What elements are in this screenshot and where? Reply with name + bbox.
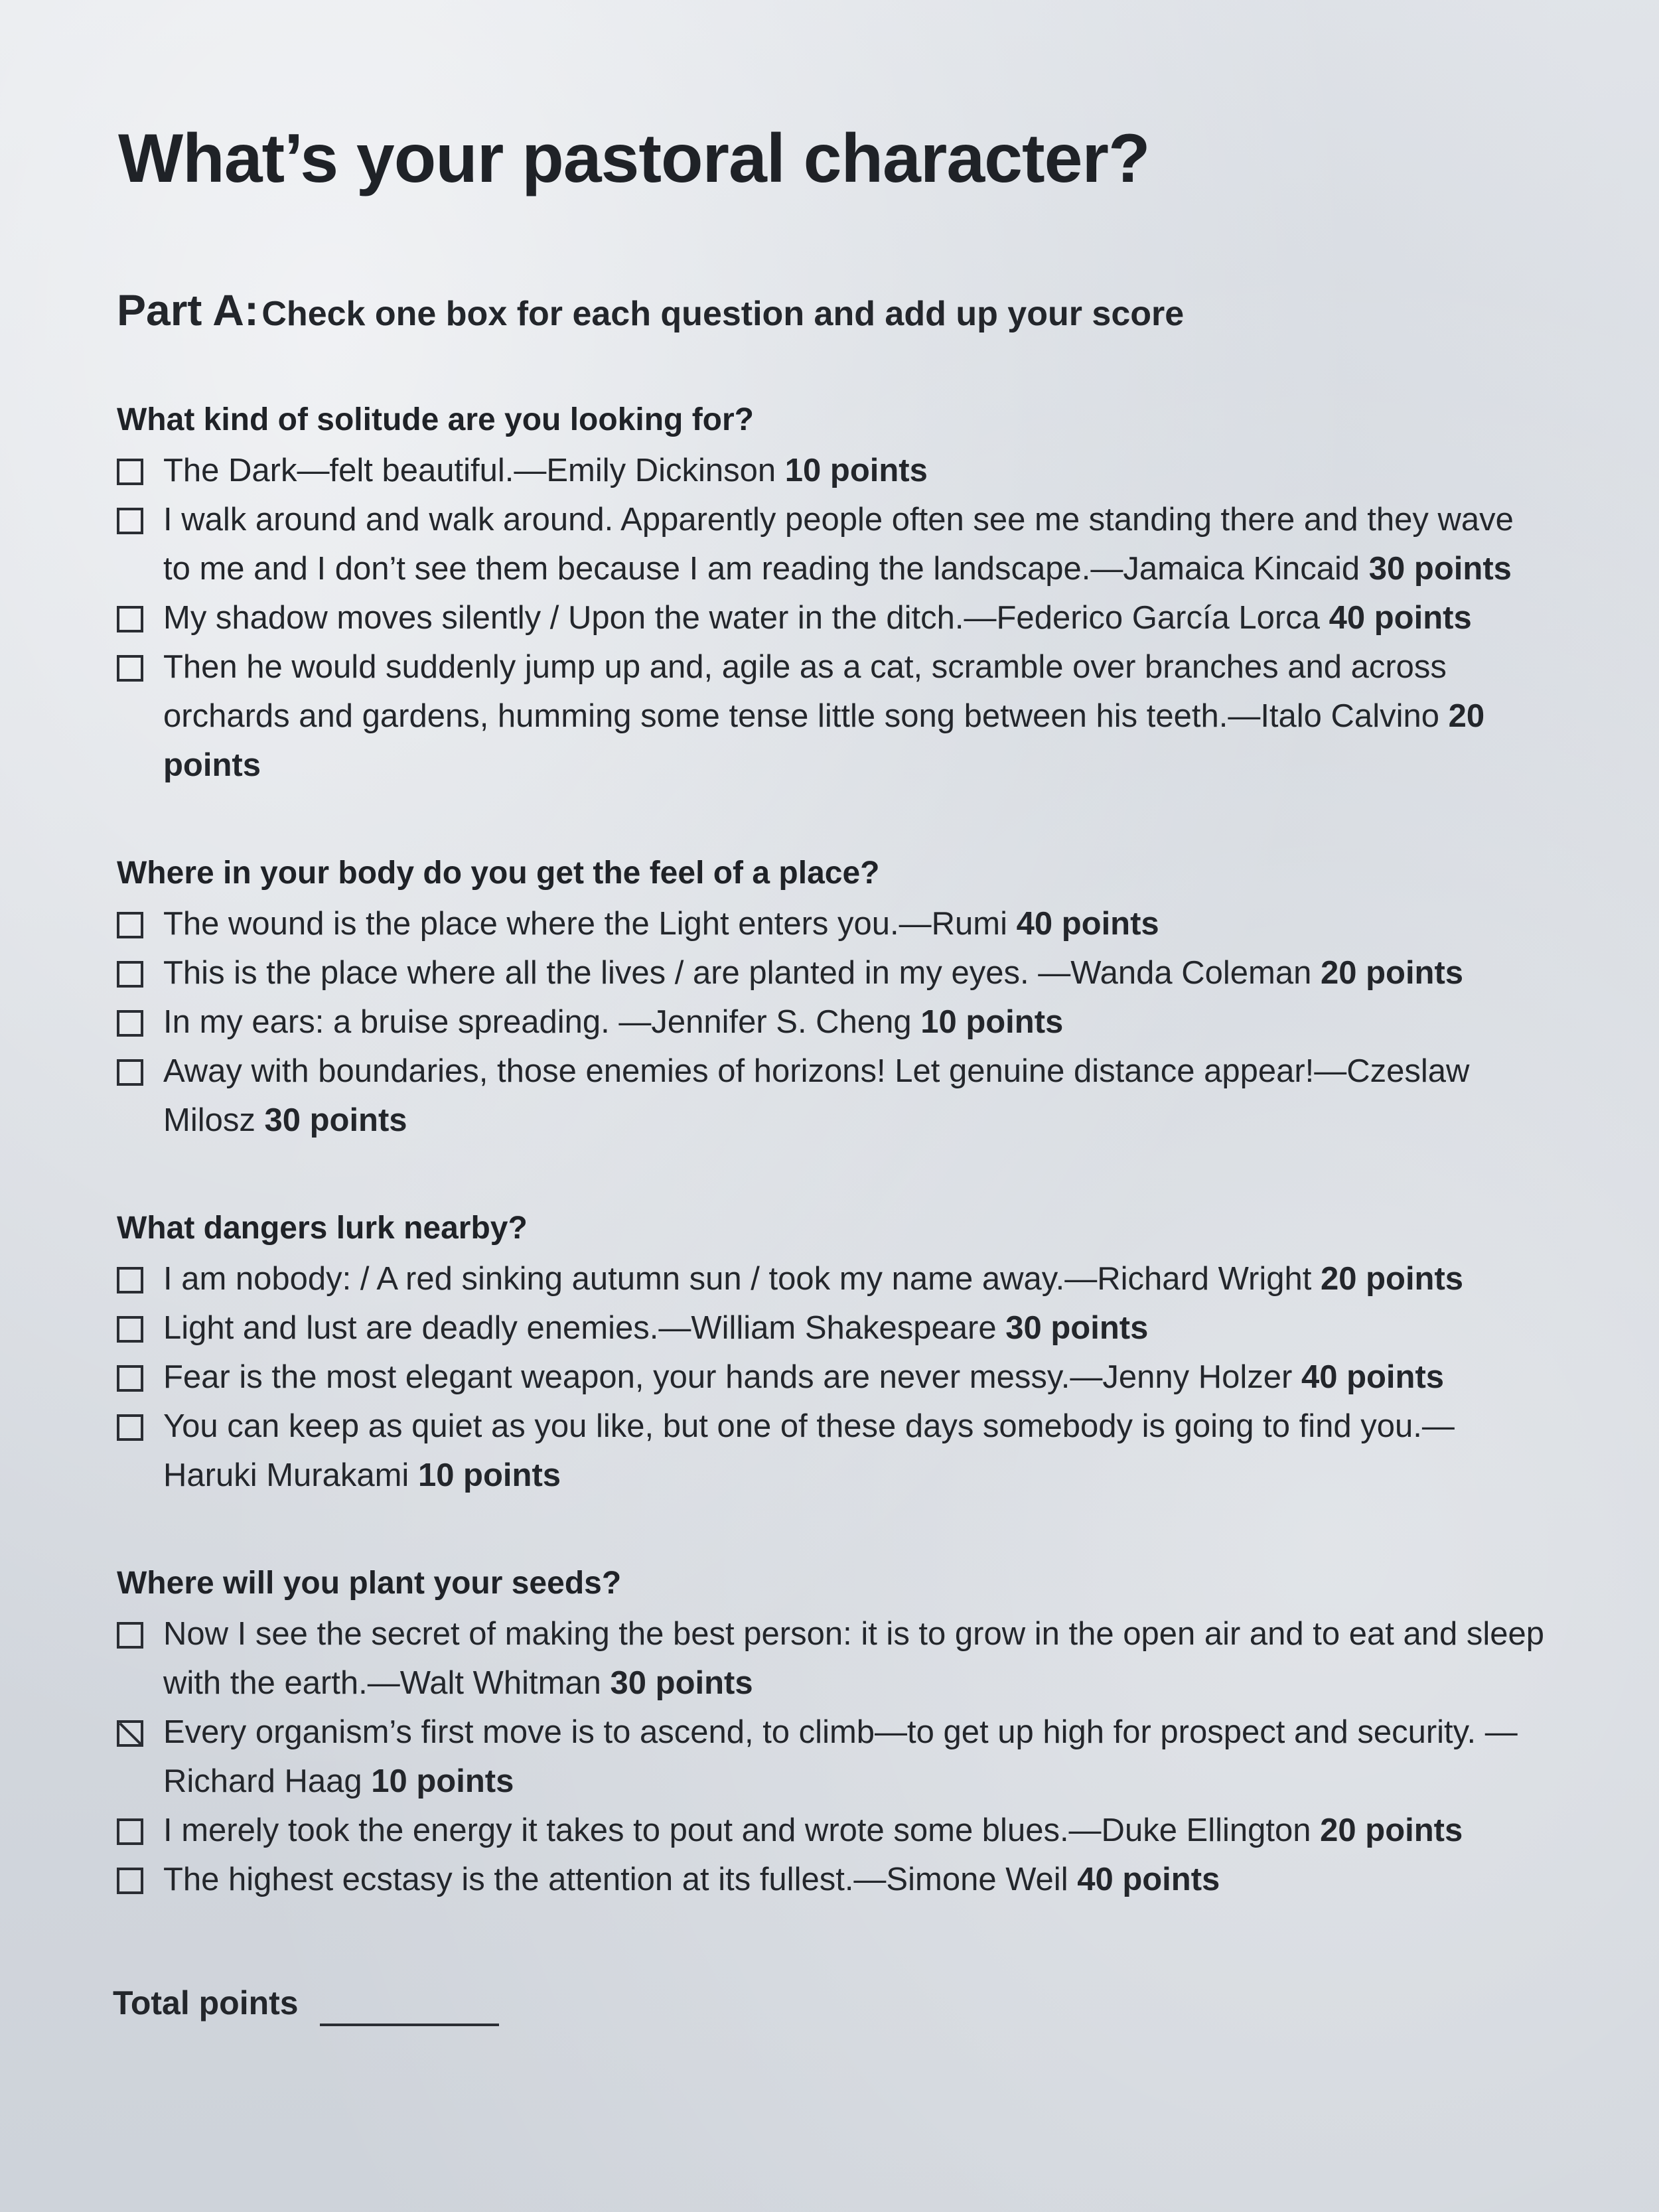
option-quote: This is the place where all the lives / are planted in my eyes. —Wanda Coleman [163, 955, 1312, 991]
checkbox[interactable] [117, 1010, 143, 1037]
question-heading: What dangers lurk nearby? [117, 1211, 528, 1246]
option-quote: You can keep as quiet as you like, but one of these days somebody is going to find you.—Haruki Murakami [163, 1408, 1455, 1493]
checkbox[interactable] [117, 1316, 143, 1343]
option-points: 20 points [163, 698, 1485, 783]
option-quote: I merely took the energy it takes to pout and wrote some blues.—Duke Ellington [163, 1812, 1311, 1848]
option-points: 40 points [1077, 1862, 1220, 1897]
option-item [117, 642, 1546, 790]
option-quote: Every organism’s first move is to ascend, to climb—to get up high for prospect and security. —Richard Haag [163, 1714, 1518, 1799]
option-item [117, 446, 1546, 495]
option-item [117, 1254, 1546, 1303]
option-text [163, 899, 1546, 948]
option-text [163, 446, 1546, 495]
option-text [163, 593, 1546, 642]
option-points: 40 points [1329, 600, 1472, 636]
checkbox[interactable] [117, 1059, 143, 1086]
checkbox[interactable] [117, 459, 143, 485]
option-item [117, 495, 1546, 593]
option-item [117, 1708, 1546, 1806]
total-points [113, 1984, 1546, 2026]
option-item [117, 899, 1546, 948]
option-quote: I walk around and walk around. Apparently people often see me standing there and they wave to me and I don’t see them because I am reading the landscape.—Jamaica Kincaid [163, 502, 1514, 587]
option-quote: Light and lust are deadly enemies.—William Shakespeare [163, 1310, 997, 1346]
option-text [163, 1806, 1546, 1855]
option-text [163, 1855, 1546, 1904]
option-points: 40 points [1016, 906, 1159, 942]
option-item [117, 1303, 1546, 1353]
option-points: 20 points [1320, 1261, 1464, 1297]
option-item [117, 1047, 1546, 1145]
option-points: 40 points [1301, 1359, 1445, 1395]
question-seeds [113, 1565, 1546, 1904]
option-points: 20 points [1320, 955, 1464, 991]
option-item [117, 997, 1546, 1047]
option-text [163, 1353, 1546, 1402]
option-quote: I am nobody: / A red sinking autumn sun / took my name away.—Richard Wright [163, 1261, 1312, 1297]
option-quote: Now I see the secret of making the best person: it is to grow in the open air and to eat and sleep with the earth.—Walt Whitman [163, 1616, 1544, 1701]
total-points-blank[interactable] [320, 2024, 499, 2026]
option-quote: In my ears: a bruise spreading. —Jennifer S. Cheng [163, 1004, 912, 1040]
option-list [113, 446, 1546, 790]
question-body-feel [113, 855, 1546, 1145]
option-list [113, 1254, 1546, 1500]
option-quote: My shadow moves silently / Upon the water in the ditch.—Federico García Lorca [163, 600, 1320, 636]
checkbox[interactable] [117, 1622, 143, 1649]
option-text [163, 642, 1546, 790]
option-text [163, 1609, 1546, 1708]
option-item [117, 1855, 1546, 1904]
checkbox[interactable] [117, 1267, 143, 1293]
question-heading: What kind of solitude are you looking for? [117, 402, 754, 437]
checkbox[interactable] [117, 1365, 143, 1392]
option-quote: The Dark—felt beautiful.—Emily Dickinson [163, 453, 776, 488]
checkbox[interactable] [117, 912, 143, 938]
option-quote: The wound is the place where the Light enters you.—Rumi [163, 906, 1007, 942]
option-text [163, 495, 1546, 593]
checkbox[interactable] [117, 1720, 143, 1747]
part-a-header [117, 285, 1546, 335]
option-text [163, 948, 1546, 997]
option-quote: Away with boundaries, those enemies of horizons! Let genuine distance appear!—Czeslaw Milosz [163, 1053, 1470, 1138]
checkbox[interactable] [117, 961, 143, 988]
checkbox[interactable] [117, 508, 143, 534]
option-quote: The highest ecstasy is the attention at its fullest.—Simone Weil [163, 1862, 1068, 1897]
checkbox[interactable] [117, 655, 143, 682]
option-points: 10 points [417, 1457, 561, 1493]
page-title: What’s your pastoral character? [118, 120, 1150, 197]
option-item [117, 1353, 1546, 1402]
checkbox[interactable] [117, 1818, 143, 1845]
part-a-instruction: Check one box for each question and add up your score [261, 295, 1185, 333]
option-item [117, 1806, 1546, 1855]
option-text [163, 1402, 1546, 1500]
option-quote: Then he would suddenly jump up and, agile as a cat, scramble over branches and across orchards and gardens, humming some tense little song between his teeth.—Italo Calvino [163, 649, 1447, 734]
question-dangers [113, 1210, 1546, 1500]
option-points: 30 points [1368, 551, 1512, 587]
option-list [113, 1609, 1546, 1904]
part-a-label: Part A: [117, 285, 259, 334]
option-points: 10 points [371, 1763, 514, 1799]
option-points: 30 points [610, 1665, 753, 1701]
option-points: 20 points [1320, 1812, 1463, 1848]
option-text [163, 1047, 1546, 1145]
option-item [117, 1402, 1546, 1500]
question-heading: Where in your body do you get the feel of a place? [117, 855, 880, 891]
question-heading: Where will you plant your seeds? [117, 1566, 622, 1601]
checkbox[interactable] [117, 1414, 143, 1441]
option-text [163, 1254, 1546, 1303]
option-item [117, 948, 1546, 997]
option-quote: Fear is the most elegant weapon, your hands are never messy.—Jenny Holzer [163, 1359, 1293, 1395]
question-solitude [113, 402, 1546, 790]
option-item [117, 593, 1546, 642]
option-points: 10 points [920, 1004, 1064, 1040]
checkbox[interactable] [117, 606, 143, 632]
option-points: 30 points [1005, 1310, 1149, 1346]
option-text [163, 1708, 1546, 1806]
option-points: 10 points [784, 453, 928, 488]
option-list [113, 899, 1546, 1145]
total-points-label: Total points [113, 1984, 299, 2022]
option-points: 30 points [264, 1102, 407, 1138]
checkbox[interactable] [117, 1868, 143, 1894]
option-text [163, 1303, 1546, 1353]
option-item [117, 1609, 1546, 1708]
option-text [163, 997, 1546, 1047]
